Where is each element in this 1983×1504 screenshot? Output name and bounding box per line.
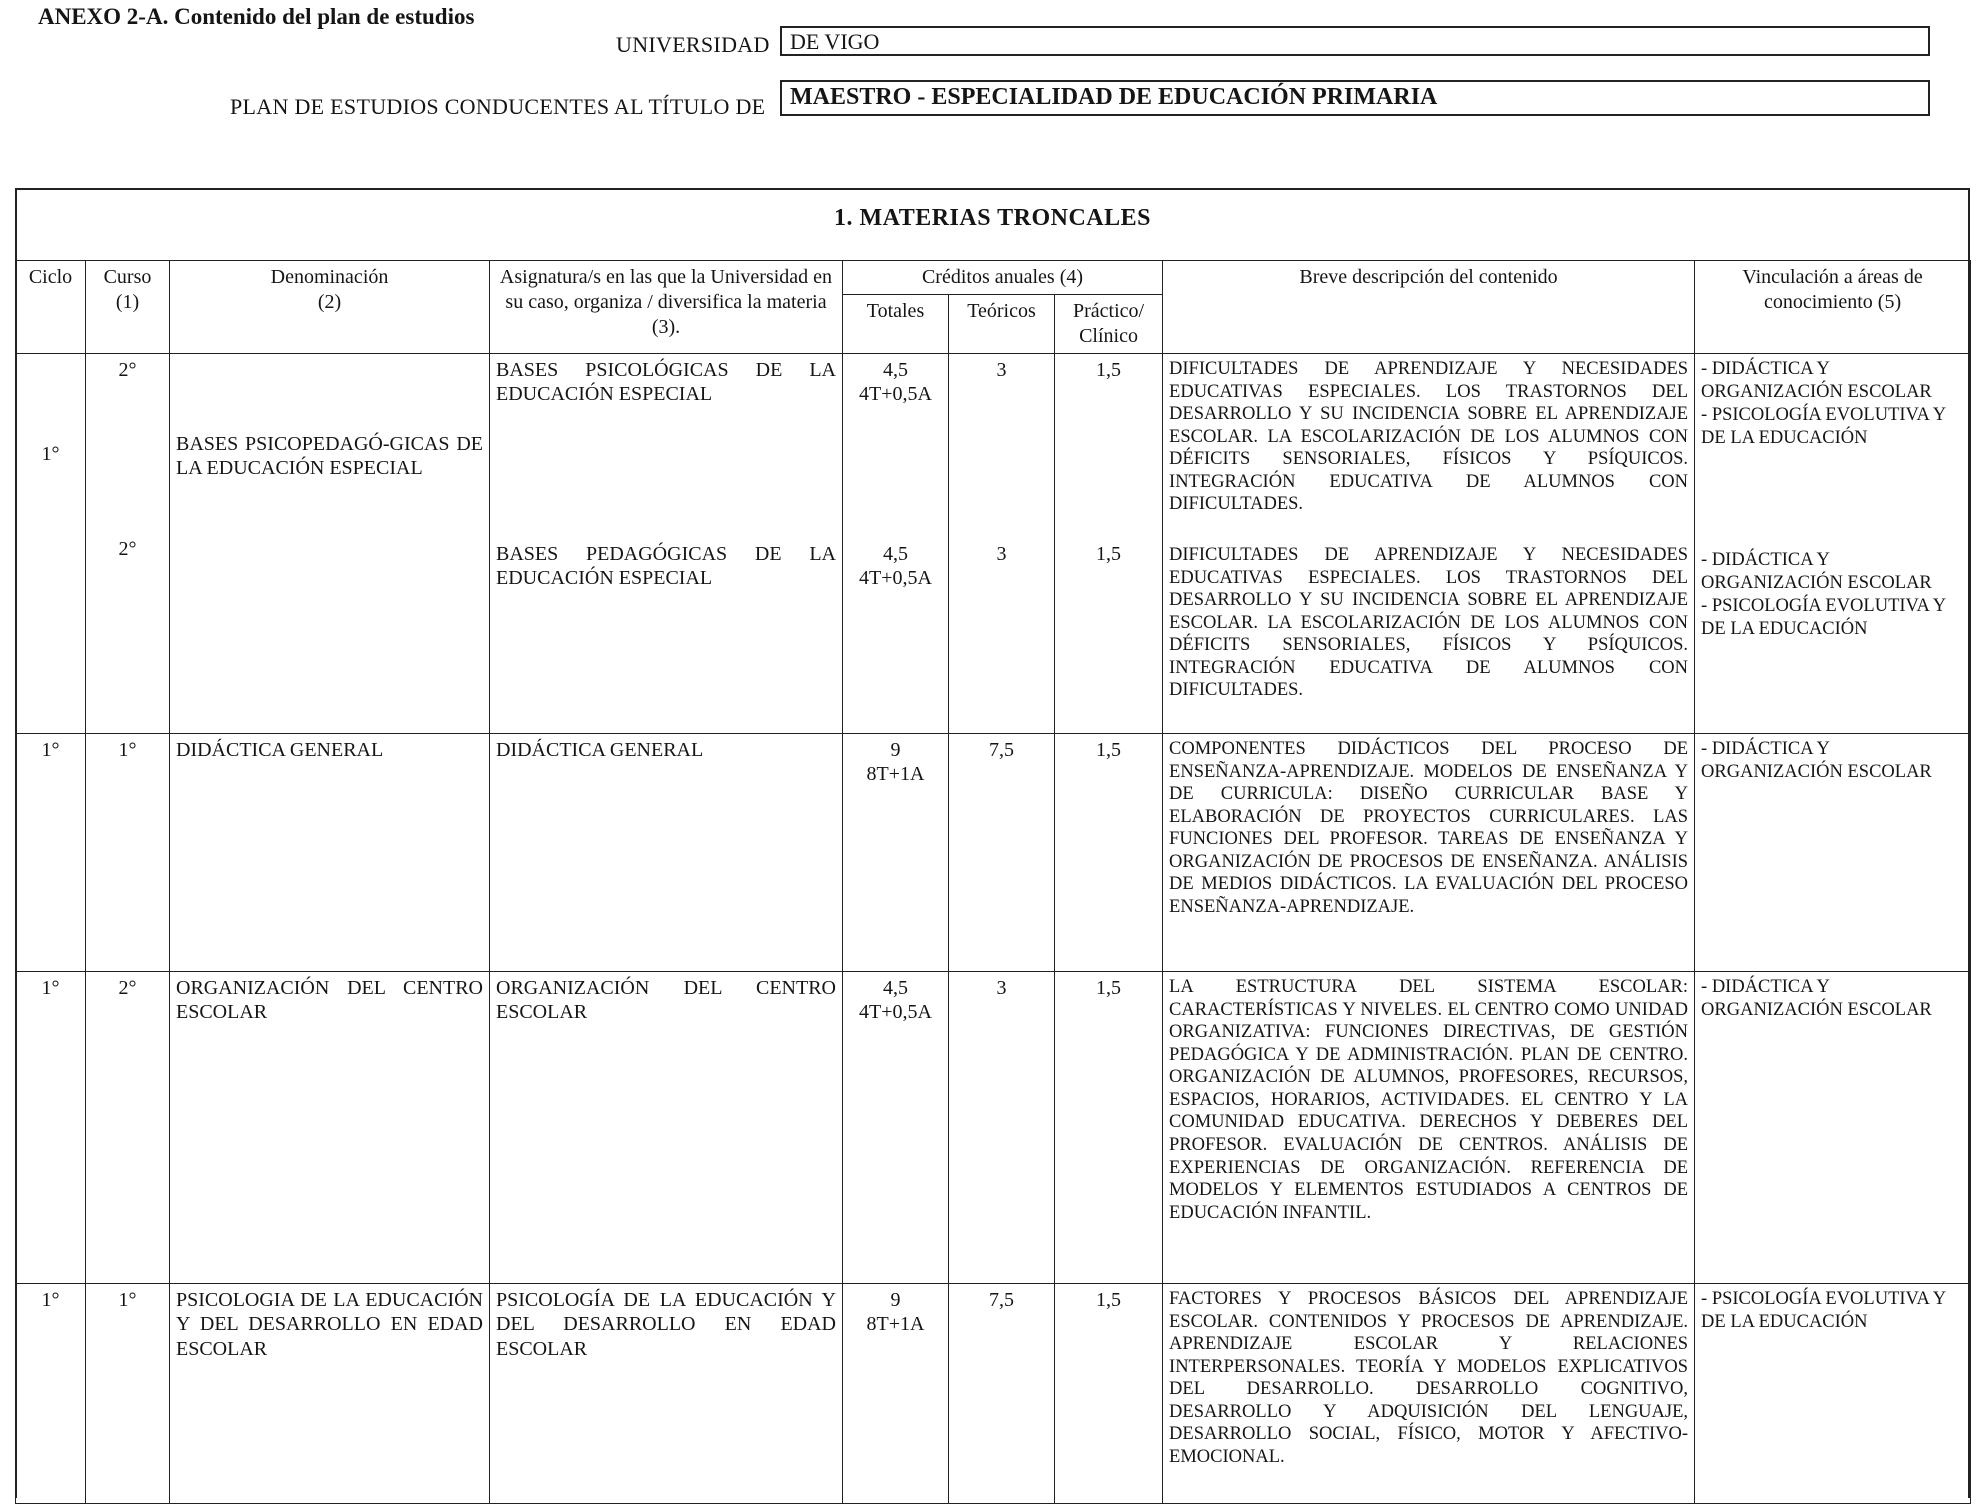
denominacion-cell: ORGANIZACIÓN DEL CENTRO ESCOLAR (170, 972, 490, 1284)
vinculacion-cell: - DIDÁCTICA Y ORGANIZACIÓN ESCOLAR (1695, 972, 1971, 1284)
descripcion-cell: LA ESTRUCTURA DEL SISTEMA ESCOLAR: CARACTERÍSTICAS Y NIVELES. EL CENTRO COMO UNIDAD ORGANIZATIVA: FUNCIONES DIRECTIVAS, DE GESTIÓN PEDAGÓGICA Y DE ADMINISTRACIÓN. PLAN DE CENTRO. ORGANIZACIÓN DE ALUMNOS, PROFESORES, RECURSOS, ESPACIOS, HORARIOS, ACTIVIDADES. EL CENTRO Y LA COMUNIDAD EDUCATIVA. DERECHOS Y DEBERES DEL PROFESOR. EVALUACIÓN DE CENTROS. ANÁLISIS DE EXPERIENCIAS DE ORGANIZACIÓN. REFERENCIA DE MODELOS Y ELEMENTOS ESTUDIADOS A CENTROS DE EDUCACIÓN INFANTIL. (1163, 972, 1695, 1284)
col-vinculacion: Vinculación a áreas de conocimiento (5) (1695, 261, 1971, 354)
ciclo-cell: 1° (16, 972, 86, 1284)
totales-cell: 9 8T+1A (843, 1284, 949, 1504)
vinculacion-cell: - PSICOLOGÍA EVOLUTIVA Y DE LA EDUCACIÓN (1695, 1284, 1971, 1504)
university-value: DE VIGO (790, 29, 880, 54)
asignatura-cell: PSICOLOGÍA DE LA EDUCACIÓN Y DEL DESARROLLO EN EDAD ESCOLAR (490, 1284, 843, 1504)
denominacion-cell: BASES PSICOPEDAGÓ-GICAS DE LA EDUCACIÓN ESPECIAL (170, 354, 490, 734)
table-row (16, 972, 1971, 1284)
asignatura-cell: ORGANIZACIÓN DEL CENTRO ESCOLAR (490, 972, 843, 1284)
university-field (780, 26, 1930, 56)
col-denominacion: Denominación (2) (170, 261, 490, 354)
table-row (16, 1284, 1971, 1504)
vinculacion-cell: - DIDÁCTICA Y ORGANIZACIÓN ESCOLAR - PSICOLOGÍA EVOLUTIVA Y DE LA EDUCACIÓN - DIDÁCTICA Y ORGANIZACIÓN ESCOLAR - PSICOLOGÍA EVOLUTIVA Y DE LA EDUCACIÓN (1695, 354, 1971, 734)
plan-field (780, 80, 1930, 116)
university-label: UNIVERSIDAD (616, 32, 770, 57)
practico-cell: 1,5 (1055, 1284, 1163, 1504)
annex-title: ANEXO 2-A. Contenido del plan de estudios (38, 4, 475, 29)
col-teoricos: Teóricos (949, 295, 1055, 354)
descripcion-cell: DIFICULTADES DE APRENDIZAJE Y NECESIDADES EDUCATIVAS ESPECIALES. LOS TRASTORNOS DEL DESARROLLO Y SU INCIDENCIA SOBRE EL APRENDIZAJE ESCOLAR. LA ESCOLARIZACIÓN DE LOS ALUMNOS CON DÉFICITS SENSORIALES, FÍSICOS Y PSÍQUICOS. INTEGRACIÓN EDUCATIVA DE ALUMNOS CON DIFICULTADES. DIFICULTADES DE APRENDIZAJE Y NECESIDADES EDUCATIVAS ESPECIALES. LOS TRASTORNOS DEL DESARROLLO Y SU INCIDENCIA SOBRE EL APRENDIZAJE ESCOLAR. LA ESCOLARIZACIÓN DE LOS ALUMNOS CON DÉFICITS SENSORIALES, FÍSICOS Y PSÍQUICOS. INTEGRACIÓN EDUCATIVA DE ALUMNOS CON DIFICULTADES. (1163, 354, 1695, 734)
ciclo-cell: 1° (16, 354, 86, 734)
curso-cell: 2° (86, 972, 170, 1284)
col-ciclo: Ciclo (16, 261, 86, 354)
totales-cell: 4,5 4T+0,5A (843, 972, 949, 1284)
col-asignatura: Asignatura/s en las que la Universidad en su caso, organiza / diversifica la materia (3). (490, 261, 843, 354)
asignatura-cell: BASES PSICOLÓGICAS DE LA EDUCACIÓN ESPECIAL BASES PEDAGÓGICAS DE LA EDUCACIÓN ESPECIAL (490, 354, 843, 734)
teoricos-cell: 7,5 (949, 1284, 1055, 1504)
col-practico: Práctico/ Clínico (1055, 295, 1163, 354)
table-row (16, 354, 1971, 734)
plan-label: PLAN DE ESTUDIOS CONDUCENTES AL TÍTULO DE (230, 94, 766, 119)
totales-cell: 9 8T+1A (843, 734, 949, 972)
curso-cell: 1° (86, 734, 170, 972)
descripcion-cell: COMPONENTES DIDÁCTICOS DEL PROCESO DE ENSEÑANZA-APRENDIZAJE. MODELOS DE ENSEÑANZA Y DE CURRICULA: DISEÑO CURRICULAR BASE Y ELABORACIÓN DE PROYECTOS CURRICULARES. LAS FUNCIONES DEL PROFESOR. TAREAS DE ENSEÑANZA Y ORGANIZACIÓN DE PROCESOS DE ENSEÑANZA. ANÁLISIS DE MEDIOS DIDÁCTICOS. LA EVALUACIÓN DEL PROCESO ENSEÑANZA-APRENDIZAJE. (1163, 734, 1695, 972)
section-title: 1. MATERIAS TRONCALES (833, 205, 1151, 231)
curso-cell: 2° 2° (86, 354, 170, 734)
table-row (16, 734, 1971, 972)
col-creditos: Créditos anuales (4) (843, 261, 1163, 295)
vinculacion-cell: - DIDÁCTICA Y ORGANIZACIÓN ESCOLAR (1695, 734, 1971, 972)
ciclo-cell: 1° (16, 734, 86, 972)
totales-cell: 4,5 4T+0,5A 4,5 4T+0,5A (843, 354, 949, 734)
practico-cell: 1,5 1,5 (1055, 354, 1163, 734)
teoricos-cell: 3 (949, 972, 1055, 1284)
col-curso: Curso (1) (86, 261, 170, 354)
denominacion-cell: PSICOLOGIA DE LA EDUCACIÓN Y DEL DESARROLLO EN EDAD ESCOLAR (170, 1284, 490, 1504)
plan-value: MAESTRO - ESPECIALIDAD DE EDUCACIÓN PRIMARIA (790, 84, 1438, 110)
denominacion-cell: DIDÁCTICA GENERAL (170, 734, 490, 972)
teoricos-cell: 3 3 (949, 354, 1055, 734)
practico-cell: 1,5 (1055, 972, 1163, 1284)
col-totales: Totales (843, 295, 949, 354)
descripcion-cell: FACTORES Y PROCESOS BÁSICOS DEL APRENDIZAJE ESCOLAR. CONTENIDOS Y PROCESOS DE APRENDIZAJE. APRENDIZAJE ESCOLAR Y RELACIONES INTERPERSONALES. TEORÍA Y MODELOS EXPLICATIVOS DEL DESARROLLO. DESARROLLO COGNITIVO, DESARROLLO Y ADQUISICIÓN DEL LENGUAJE, DESARROLLO SOCIAL, FÍSICO, MOTOR Y AFECTIVO-EMOCIONAL. (1163, 1284, 1695, 1504)
practico-cell: 1,5 (1055, 734, 1163, 972)
teoricos-cell: 7,5 (949, 734, 1055, 972)
ciclo-cell: 1° (16, 1284, 86, 1504)
header-row (16, 261, 1971, 295)
subjects-table (15, 260, 1971, 1504)
asignatura-cell: DIDÁCTICA GENERAL (490, 734, 843, 972)
curso-cell: 1° (86, 1284, 170, 1504)
col-descripcion: Breve descripción del contenido (1163, 261, 1695, 354)
